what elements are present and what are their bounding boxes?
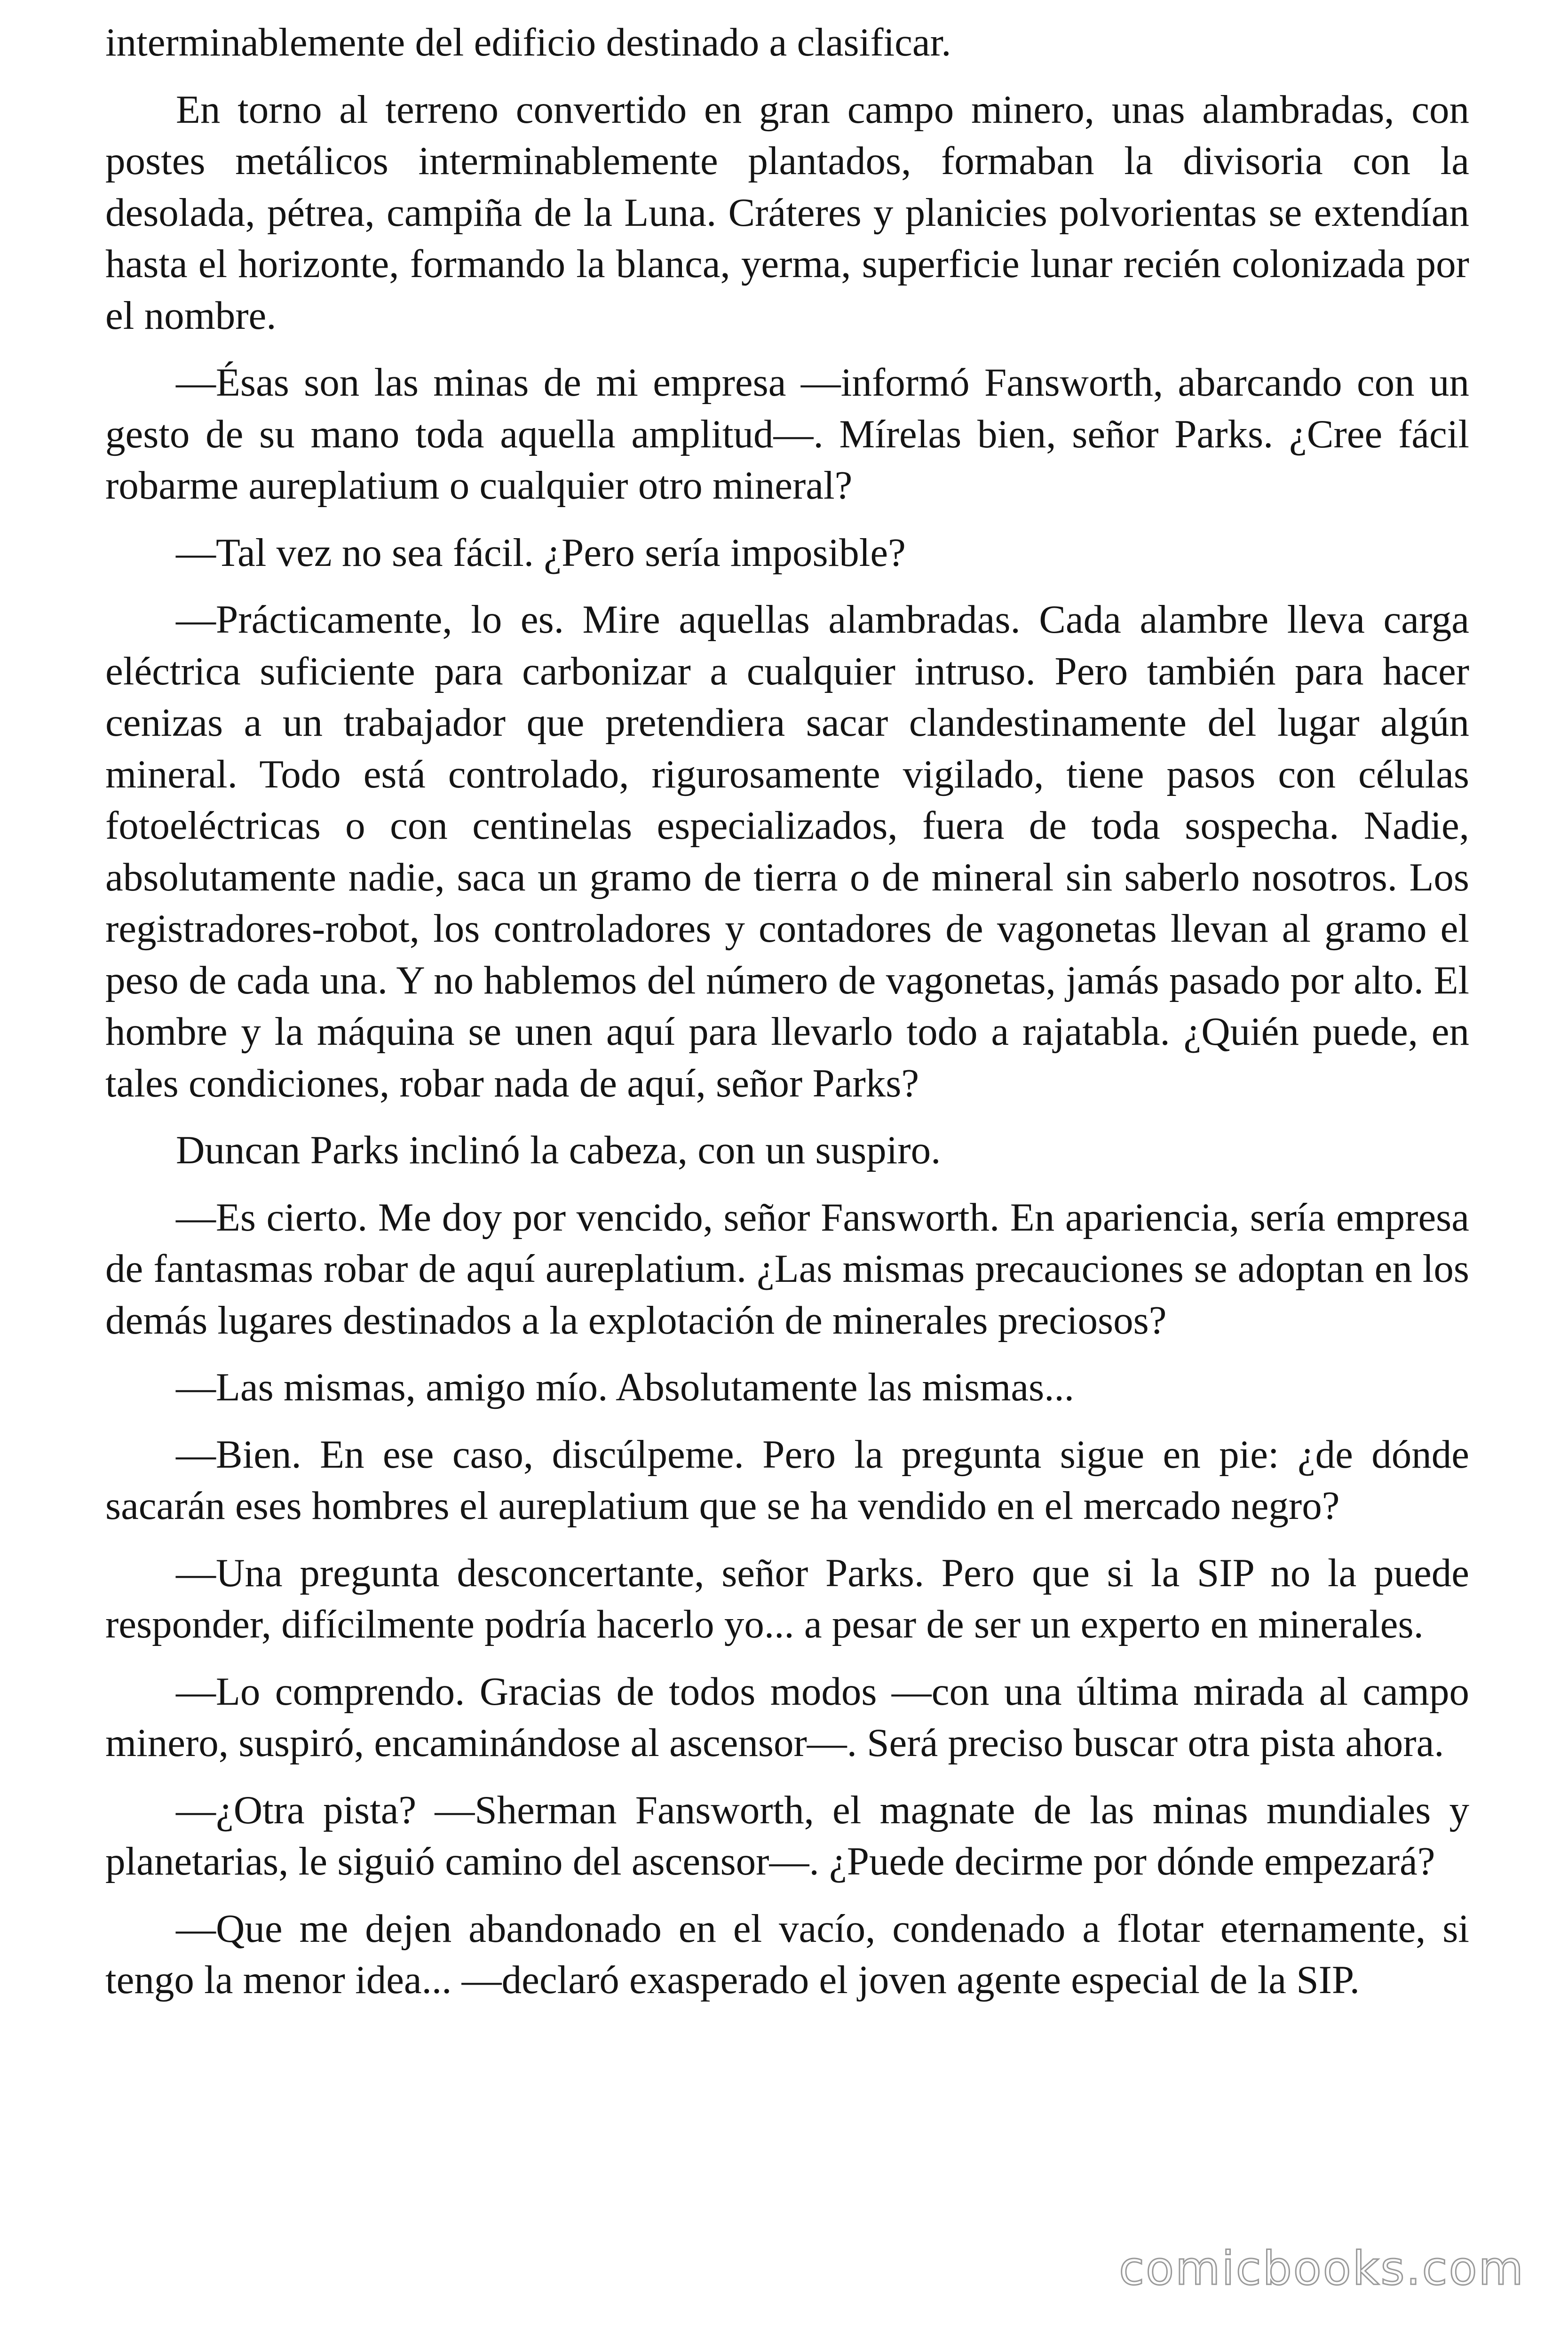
paragraph-11: —Lo comprendo. Gracias de todos modos —con una última mirada al campo minero, suspiró, encaminándose al ascensor—. Será preciso buscar otra pista ahora. — [105, 1669, 1469, 1765]
paragraph-12: —¿Otra pista? —Sherman Fansworth, el magnate de las minas mundiales y planetarias, le siguió camino del ascensor—. ¿Puede decirme por dónde empezará? — [105, 1788, 1469, 1883]
paragraph-10: —Una pregunta desconcertante, señor Parks. Pero que si la SIP no la puede responder, difícilmente podría hacerlo yo... a pesar de ser un experto en minerales. — [105, 1550, 1469, 1646]
paragraph-13: —Que me dejen abandonado en el vacío, condenado a flotar eternamente, si tengo la menor idea... —declaró exasperado el joven agente especial de la SIP. — [105, 1906, 1469, 2002]
paragraph-8: —Las mismas, amigo mío. Absolutamente las mismas... — [176, 1365, 1074, 1409]
paragraph-2: En torno al terreno convertido en gran campo minero, unas alambradas, con postes metálicos interminablemente plantados, formaban la divisoria con la desolada, pétrea, campiña de la Luna. Cráteres y planicies polvorientas se extendían hasta el horizonte, formando la blanca, yerma, superficie lunar recién colonizada por el nombre. — [105, 87, 1469, 338]
paragraph-3: —Ésas son las minas de mi empresa —informó Fansworth, abarcando con un gesto de su mano toda aquella amplitud—. Mírelas bien, señor Parks. ¿Cree fácil robarme aureplatium o cualquier otro mineral? — [105, 360, 1469, 508]
paragraph-4: —Tal vez no sea fácil. ¿Pero sería imposible? — [176, 530, 906, 575]
paragraph-5: —Prácticamente, lo es. Mire aquellas alambradas. Cada alambre lleva carga eléctrica suficiente para carbonizar a cualquier intruso. Pero también para hacer cenizas a un trabajador que pretendiera sacar clandestinamente del lugar algún mineral. Todo está controlado, rigurosamente vigilado, tiene pasos con células fotoeléctricas o con centinelas especializados, fuera de toda sospecha. Nadie, absolutamente nadie, saca un gramo de tierra o de mineral sin saberlo nosotros. Los registradores-robot, los controladores y contadores de vagonetas llevan al gramo el peso de cada una. Y no hablemos del número de vagonetas, jamás pasado por alto. El hombre y la máquina se unen aquí para llevarlo todo a rajatabla. ¿Quién puede, en tales condiciones, robar nada de aquí, señor Parks? — [105, 597, 1469, 1105]
paragraph-1: interminablemente del edificio destinado a clasificar. — [105, 20, 951, 64]
paragraph-6: Duncan Parks inclinó la cabeza, con un suspiro. — [176, 1128, 941, 1172]
watermark: comicbooks.com — [1119, 2242, 1525, 2296]
paragraph-7: —Es cierto. Me doy por vencido, señor Fansworth. En apariencia, sería empresa de fantasmas robar de aquí aureplatium. ¿Las mismas precauciones se adoptan en los demás lugares destinados a la explotación de minerales preciosos? — [105, 1195, 1469, 1343]
document-page — [105, 17, 1469, 2022]
paragraph-9: —Bien. En ese caso, discúlpeme. Pero la pregunta sigue en pie: ¿de dónde sacarán eses hombres el aureplatium que se ha vendido en el mercado negro? — [105, 1432, 1469, 1528]
